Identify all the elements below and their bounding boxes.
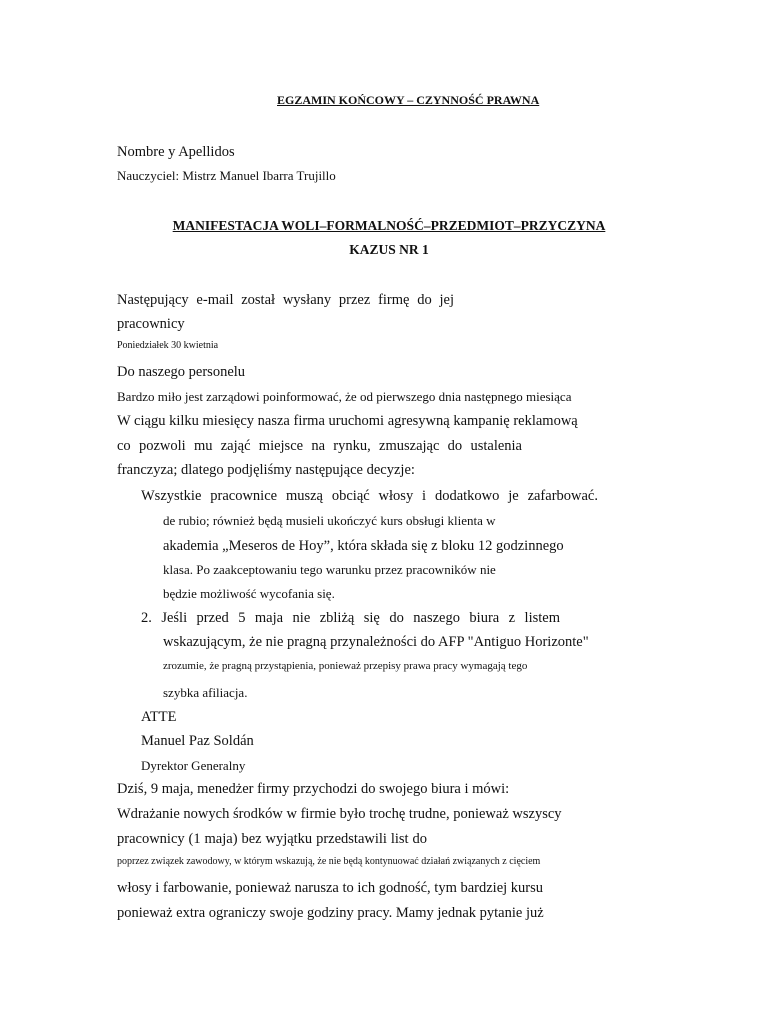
case-number: KAZUS NR 1 bbox=[349, 242, 429, 257]
body-line-23: pracownicy (1 maja) bez wyjątku przedstawili list do bbox=[117, 831, 427, 847]
list-item-1-line-2: de rubio; również będą musieli ukończyć kurs obsługi klienta w bbox=[163, 513, 496, 528]
case-title: MANIFESTACJA WOLI–FORMALNOŚĆ–PRZEDMIOT–PRZYCZYNA bbox=[172, 218, 606, 233]
list-item-1-line-1: Wszystkie pracownice muszą obciąć włosy i dodatkowo je zafarbować. bbox=[141, 488, 598, 504]
date-line: Poniedziałek 30 kwietnia bbox=[117, 340, 219, 351]
body-line-5: Bardzo miło jest zarządowi poinformować, że od pierwszego dnia następnego miesiąca bbox=[117, 389, 572, 404]
list-item-2-line-1: 2. Jeśli przed 5 maja nie zbliżą się do naszego biura z listem bbox=[141, 610, 560, 626]
body-line-1: Następujący e-mail został wysłany przez firmę do jej bbox=[117, 292, 454, 308]
signoff-atte: ATTE bbox=[141, 709, 177, 725]
name-label: Nombre y Apellidos bbox=[117, 144, 235, 160]
body-line-26: ponieważ extra ograniczy swoje godziny pracy. Mamy jednak pytanie już bbox=[117, 905, 544, 921]
signoff-role: Dyrektor Generalny bbox=[141, 758, 246, 773]
body-line-25: włosy i farbowanie, ponieważ narusza to ich godność, tym bardziej kursu bbox=[117, 880, 544, 896]
exam-title: EGZAMIN KOŃCOWY – CZYNNOŚĆ PRAWNA bbox=[277, 93, 540, 107]
teacher-line: Nauczyciel: Mistrz Manuel Ibarra Trujillo bbox=[117, 168, 336, 183]
signoff-name: Manuel Paz Soldán bbox=[141, 733, 254, 749]
body-line-6: W ciągu kilku miesięcy nasza firma uruchomi agresywną kampanię reklamową bbox=[117, 413, 578, 429]
body-line-2: pracownicy bbox=[117, 316, 185, 332]
list-item-2-line-2: wskazującym, że nie pragną przynależności do AFP "Antiguo Horizonte" bbox=[163, 634, 589, 650]
body-line-22: Wdrażanie nowych środków w firmie było trochę trudne, ponieważ wszyscy bbox=[117, 806, 562, 822]
list-item-2-line-4: szybka afiliacja. bbox=[163, 685, 248, 700]
body-line-8: franczyza; dlatego podjęliśmy następujące decyzje: bbox=[117, 462, 415, 478]
list-item-1-line-4: klasa. Po zaakceptowaniu tego warunku przez pracowników nie bbox=[163, 562, 496, 577]
greeting-line: Do naszego personelu bbox=[117, 364, 246, 380]
list-item-1-line-5: będzie możliwość wycofania się. bbox=[163, 586, 335, 601]
body-line-21: Dziś, 9 maja, menedżer firmy przychodzi do swojego biura i mówi: bbox=[117, 781, 510, 797]
body-line-24: poprzez związek zawodowy, w którym wskazują, że nie będą kontynuować działań związanych z cięciem bbox=[117, 856, 541, 867]
list-item-1-line-3: akademia „Meseros de Hoy”, która składa się z bloku 12 godzinnego bbox=[163, 538, 564, 554]
body-line-7: co pozwoli mu zająć miejsce na rynku, zmuszając do ustalenia bbox=[117, 438, 522, 454]
list-item-2-line-3: zrozumie, że pragną przystąpienia, ponieważ przepisy prawa pracy wymagają tego bbox=[163, 660, 528, 672]
